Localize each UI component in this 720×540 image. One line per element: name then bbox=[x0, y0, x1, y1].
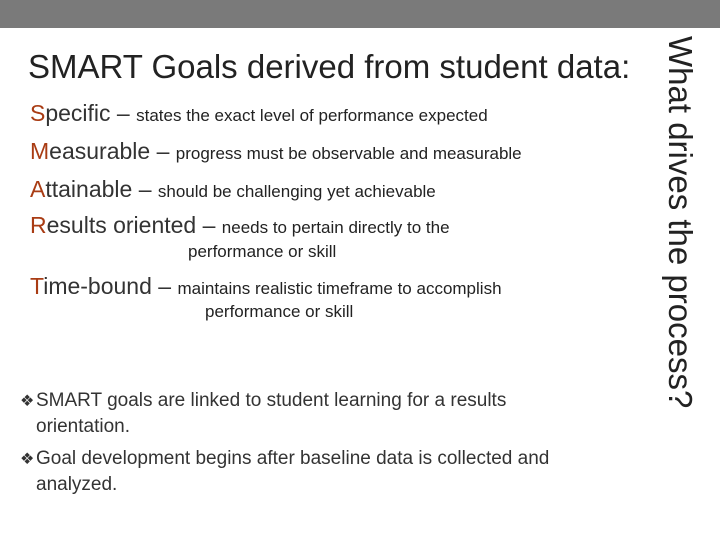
top-bar bbox=[0, 0, 720, 28]
bullet-text-continued: orientation. bbox=[36, 416, 131, 437]
smart-description-continued: performance or skill bbox=[205, 302, 354, 321]
bullet-item bbox=[20, 388, 650, 439]
bullet-text-continued: analyzed. bbox=[36, 474, 118, 495]
smart-word: easurable bbox=[49, 138, 151, 164]
smart-initial: M bbox=[30, 138, 50, 164]
smart-item-results-oriented bbox=[30, 212, 450, 239]
smart-dash: – bbox=[151, 273, 178, 299]
smart-initial: S bbox=[30, 100, 46, 126]
smart-dash: – bbox=[196, 212, 222, 238]
slide-title: SMART Goals derived from student data: bbox=[28, 48, 631, 85]
smart-item-measurable bbox=[30, 138, 522, 165]
smart-item-specific bbox=[30, 100, 488, 127]
smart-initial: R bbox=[30, 212, 47, 238]
diamond-bullet-icon: ❖ bbox=[20, 393, 35, 410]
smart-dash: – bbox=[150, 138, 176, 164]
smart-description: progress must be observable and measurable bbox=[175, 144, 522, 163]
smart-description: should be challenging yet achievable bbox=[157, 182, 436, 201]
smart-word: ime-bound bbox=[43, 273, 152, 299]
smart-description-continued: performance or skill bbox=[188, 242, 337, 261]
smart-initial: A bbox=[30, 176, 46, 202]
side-title: What drives the process? bbox=[662, 36, 699, 409]
smart-dash: – bbox=[132, 176, 158, 202]
smart-description: states the exact level of performance expected bbox=[136, 106, 488, 125]
diamond-bullet-icon: ❖ bbox=[20, 451, 35, 468]
smart-initial: T bbox=[30, 273, 44, 299]
smart-item-time-bound bbox=[30, 273, 502, 300]
bullet-text: SMART goals are linked to student learning for a results bbox=[36, 390, 507, 411]
bullet-item bbox=[20, 446, 650, 497]
smart-word: pecific bbox=[45, 100, 111, 126]
smart-dash: – bbox=[110, 100, 137, 126]
smart-word: esults oriented bbox=[46, 212, 197, 238]
smart-description: needs to pertain directly to the bbox=[221, 218, 450, 237]
bullet-text: Goal development begins after baseline data is collected and bbox=[36, 448, 550, 469]
smart-item-attainable bbox=[30, 176, 436, 203]
smart-word: ttainable bbox=[45, 176, 133, 202]
smart-description: maintains realistic timeframe to accomplish bbox=[177, 279, 502, 298]
